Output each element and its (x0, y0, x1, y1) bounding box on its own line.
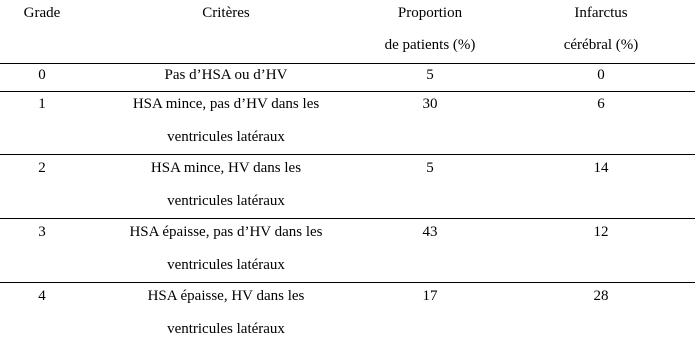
cell-criteres-line1: HSA mince, pas d’HV dans les (132, 96, 320, 112)
header-infarctus-line1: Infarctus (574, 5, 628, 21)
cell-criteres-line1: HSA épaisse, HV dans les (147, 288, 305, 304)
cell-criteres-line1: HSA mince, HV dans les (150, 160, 302, 176)
header-proportion (366, 0, 494, 59)
cell-criteres (82, 90, 370, 151)
cell-proportion: 17 (422, 288, 438, 304)
cell-grade: 4 (38, 288, 46, 304)
table-header-row (0, 0, 695, 61)
header-infarctus (546, 0, 656, 59)
cell-criteres (82, 218, 370, 279)
table-row (0, 61, 695, 91)
table-row (0, 218, 695, 282)
cell-proportion: 5 (426, 160, 434, 176)
table-row (0, 90, 695, 154)
cell-criteres-line2: ventricules latéraux (167, 129, 285, 145)
cell-grade: 2 (38, 160, 46, 176)
cell-criteres-line2: ventricules latéraux (167, 257, 285, 273)
cell-infarctus: 12 (593, 224, 609, 240)
header-grade (8, 0, 76, 27)
cell-criteres-line2: ventricules latéraux (167, 193, 285, 209)
cell-infarctus: 0 (597, 67, 605, 83)
table-row (0, 154, 695, 218)
cell-infarctus: 28 (593, 288, 609, 304)
cell-proportion: 30 (422, 96, 438, 112)
cell-criteres (82, 282, 370, 343)
cell-grade: 3 (38, 224, 46, 240)
cell-proportion: 43 (422, 224, 438, 240)
cell-proportion: 5 (426, 67, 434, 83)
table-row (0, 282, 695, 344)
cell-criteres (82, 61, 370, 89)
cell-infarctus: 14 (593, 160, 609, 176)
header-proportion-line1: Proportion (397, 5, 463, 21)
cell-criteres (82, 154, 370, 215)
cell-criteres-line1: HSA épaisse, pas d’HV dans les (129, 224, 323, 240)
header-criteres (82, 0, 370, 27)
cell-criteres-line2: ventricules latéraux (167, 321, 285, 337)
cell-grade: 1 (38, 96, 46, 112)
header-criteres-text: Critères (202, 5, 250, 21)
header-proportion-line2: de patients (%) (384, 37, 476, 53)
header-infarctus-line2: cérébral (%) (563, 37, 639, 53)
cell-grade: 0 (38, 67, 46, 83)
cell-infarctus: 6 (597, 96, 605, 112)
cell-criteres-line1: Pas d’HSA ou d’HV (164, 67, 288, 83)
header-grade-text: Grade (23, 5, 61, 21)
